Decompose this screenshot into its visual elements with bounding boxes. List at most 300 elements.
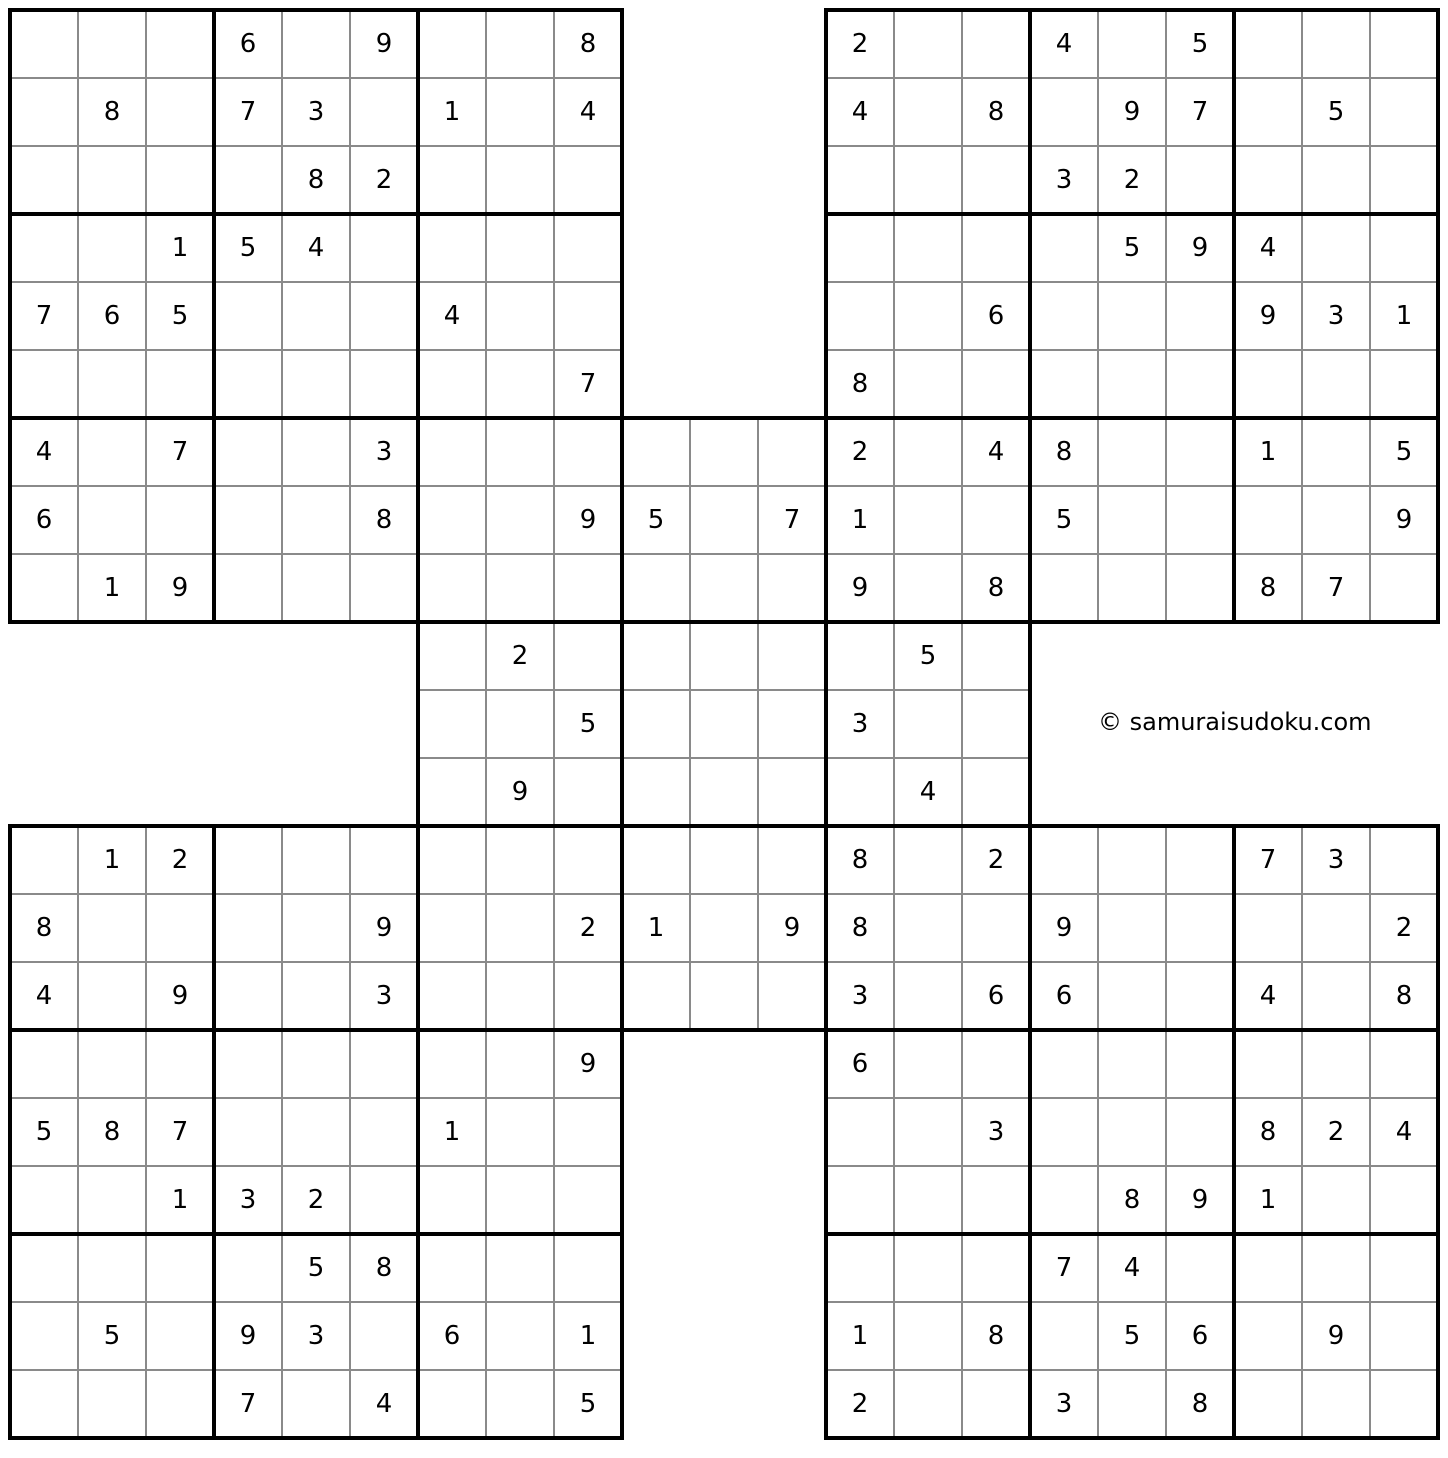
empty-cell[interactable] <box>894 894 962 962</box>
given-cell[interactable]: 8 <box>307 165 325 195</box>
empty-cell[interactable] <box>214 350 282 418</box>
empty-cell[interactable] <box>1098 1098 1166 1166</box>
empty-cell[interactable] <box>418 894 486 962</box>
empty-cell[interactable] <box>1098 418 1166 486</box>
empty-cell[interactable] <box>214 826 282 894</box>
given-cell[interactable]: 7 <box>239 1389 257 1419</box>
given-cell[interactable]: 7 <box>1259 845 1277 875</box>
given-cell[interactable]: 5 <box>579 709 597 739</box>
given-cell[interactable]: 3 <box>1055 165 1073 195</box>
empty-cell[interactable] <box>418 690 486 758</box>
empty-cell[interactable] <box>894 10 962 78</box>
given-cell[interactable]: 5 <box>1327 97 1345 127</box>
given-cell[interactable]: 5 <box>307 1253 325 1283</box>
given-cell[interactable]: 4 <box>1395 1117 1413 1147</box>
empty-cell[interactable] <box>1166 418 1234 486</box>
empty-cell[interactable] <box>1030 1098 1098 1166</box>
given-cell[interactable]: 9 <box>783 913 801 943</box>
given-cell[interactable]: 1 <box>103 573 121 603</box>
given-cell[interactable]: 3 <box>987 1117 1005 1147</box>
empty-cell[interactable] <box>962 1234 1030 1302</box>
empty-cell[interactable] <box>1166 962 1234 1030</box>
given-cell[interactable]: 4 <box>35 981 53 1011</box>
empty-cell[interactable] <box>894 486 962 554</box>
empty-cell[interactable] <box>554 758 622 826</box>
empty-cell[interactable] <box>1166 1098 1234 1166</box>
empty-cell[interactable] <box>1302 214 1370 282</box>
empty-cell[interactable] <box>350 1030 418 1098</box>
given-cell[interactable]: 3 <box>1055 1389 1073 1419</box>
given-cell[interactable]: 4 <box>1259 233 1277 263</box>
given-cell[interactable]: 7 <box>1055 1253 1073 1283</box>
empty-cell[interactable] <box>10 78 78 146</box>
empty-cell[interactable] <box>418 10 486 78</box>
given-cell[interactable]: 3 <box>1327 301 1345 331</box>
given-cell[interactable]: 2 <box>579 913 597 943</box>
given-cell[interactable]: 9 <box>579 505 597 535</box>
given-cell[interactable]: 9 <box>1327 1321 1345 1351</box>
empty-cell[interactable] <box>1234 1234 1302 1302</box>
empty-cell[interactable] <box>962 1166 1030 1234</box>
empty-cell[interactable] <box>826 1234 894 1302</box>
given-cell[interactable]: 7 <box>579 369 597 399</box>
given-cell[interactable]: 8 <box>375 1253 393 1283</box>
given-cell[interactable]: 8 <box>1123 1185 1141 1215</box>
empty-cell[interactable] <box>78 1370 146 1438</box>
empty-cell[interactable] <box>418 418 486 486</box>
given-cell[interactable]: 8 <box>1395 981 1413 1011</box>
given-cell[interactable]: 9 <box>1395 505 1413 535</box>
empty-cell[interactable] <box>350 350 418 418</box>
empty-cell[interactable] <box>758 826 826 894</box>
empty-cell[interactable] <box>1098 10 1166 78</box>
empty-cell[interactable] <box>1370 10 1438 78</box>
given-cell[interactable]: 4 <box>851 97 869 127</box>
empty-cell[interactable] <box>962 214 1030 282</box>
empty-cell[interactable] <box>1098 962 1166 1030</box>
empty-cell[interactable] <box>962 758 1030 826</box>
empty-cell[interactable] <box>1234 1302 1302 1370</box>
copyright-text[interactable]: © samuraisudoku.com <box>1098 708 1372 736</box>
empty-cell[interactable] <box>554 282 622 350</box>
empty-cell[interactable] <box>214 962 282 1030</box>
empty-cell[interactable] <box>486 418 554 486</box>
empty-cell[interactable] <box>1302 418 1370 486</box>
given-cell[interactable]: 5 <box>647 505 665 535</box>
empty-cell[interactable] <box>554 962 622 1030</box>
empty-cell[interactable] <box>1302 962 1370 1030</box>
given-cell[interactable]: 9 <box>375 29 393 59</box>
empty-cell[interactable] <box>282 1098 350 1166</box>
empty-cell[interactable] <box>962 146 1030 214</box>
given-cell[interactable]: 9 <box>375 913 393 943</box>
empty-cell[interactable] <box>1370 826 1438 894</box>
empty-cell[interactable] <box>894 282 962 350</box>
empty-cell[interactable] <box>826 622 894 690</box>
given-cell[interactable]: 1 <box>579 1321 597 1351</box>
given-cell[interactable]: 9 <box>1259 301 1277 331</box>
given-cell[interactable]: 2 <box>307 1185 325 1215</box>
given-cell[interactable]: 8 <box>987 1321 1005 1351</box>
given-cell[interactable]: 1 <box>1259 437 1277 467</box>
given-cell[interactable]: 1 <box>1395 301 1413 331</box>
empty-cell[interactable] <box>1166 1234 1234 1302</box>
empty-cell[interactable] <box>1370 554 1438 622</box>
given-cell[interactable]: 5 <box>1123 233 1141 263</box>
empty-cell[interactable] <box>1234 894 1302 962</box>
empty-cell[interactable] <box>962 622 1030 690</box>
empty-cell[interactable] <box>826 146 894 214</box>
empty-cell[interactable] <box>282 282 350 350</box>
empty-cell[interactable] <box>1030 350 1098 418</box>
empty-cell[interactable] <box>418 214 486 282</box>
given-cell[interactable]: 6 <box>987 301 1005 331</box>
given-cell[interactable]: 8 <box>375 505 393 535</box>
given-cell[interactable]: 2 <box>851 437 869 467</box>
empty-cell[interactable] <box>826 1166 894 1234</box>
empty-cell[interactable] <box>486 78 554 146</box>
empty-cell[interactable] <box>690 622 758 690</box>
empty-cell[interactable] <box>146 894 214 962</box>
empty-cell[interactable] <box>486 350 554 418</box>
empty-cell[interactable] <box>554 554 622 622</box>
given-cell[interactable]: 1 <box>103 845 121 875</box>
given-cell[interactable]: 4 <box>987 437 1005 467</box>
given-cell[interactable]: 1 <box>851 505 869 535</box>
given-cell[interactable]: 5 <box>35 1117 53 1147</box>
empty-cell[interactable] <box>758 554 826 622</box>
given-cell[interactable]: 5 <box>103 1321 121 1351</box>
empty-cell[interactable] <box>962 1370 1030 1438</box>
empty-cell[interactable] <box>418 826 486 894</box>
empty-cell[interactable] <box>826 214 894 282</box>
empty-cell[interactable] <box>1370 1234 1438 1302</box>
empty-cell[interactable] <box>78 962 146 1030</box>
empty-cell[interactable] <box>1234 146 1302 214</box>
empty-cell[interactable] <box>282 350 350 418</box>
given-cell[interactable]: 4 <box>35 437 53 467</box>
empty-cell[interactable] <box>1030 1302 1098 1370</box>
empty-cell[interactable] <box>10 350 78 418</box>
given-cell[interactable]: 1 <box>443 97 461 127</box>
given-cell[interactable]: 4 <box>307 233 325 263</box>
empty-cell[interactable] <box>826 282 894 350</box>
empty-cell[interactable] <box>1166 486 1234 554</box>
given-cell[interactable]: 8 <box>1191 1389 1209 1419</box>
empty-cell[interactable] <box>690 894 758 962</box>
empty-cell[interactable] <box>418 146 486 214</box>
empty-cell[interactable] <box>486 1166 554 1234</box>
empty-cell[interactable] <box>690 826 758 894</box>
empty-cell[interactable] <box>1302 350 1370 418</box>
empty-cell[interactable] <box>146 1234 214 1302</box>
empty-cell[interactable] <box>486 690 554 758</box>
empty-cell[interactable] <box>894 1030 962 1098</box>
empty-cell[interactable] <box>1166 282 1234 350</box>
empty-cell[interactable] <box>214 1234 282 1302</box>
empty-cell[interactable] <box>350 78 418 146</box>
empty-cell[interactable] <box>962 894 1030 962</box>
empty-cell[interactable] <box>690 418 758 486</box>
empty-cell[interactable] <box>758 418 826 486</box>
empty-cell[interactable] <box>78 418 146 486</box>
empty-cell[interactable] <box>894 146 962 214</box>
given-cell[interactable]: 8 <box>103 97 121 127</box>
empty-cell[interactable] <box>486 1302 554 1370</box>
empty-cell[interactable] <box>894 690 962 758</box>
empty-cell[interactable] <box>1030 1166 1098 1234</box>
empty-cell[interactable] <box>1234 350 1302 418</box>
empty-cell[interactable] <box>486 1234 554 1302</box>
empty-cell[interactable] <box>1302 1030 1370 1098</box>
empty-cell[interactable] <box>894 418 962 486</box>
empty-cell[interactable] <box>10 146 78 214</box>
given-cell[interactable]: 3 <box>307 97 325 127</box>
given-cell[interactable]: 9 <box>171 573 189 603</box>
given-cell[interactable]: 6 <box>103 301 121 331</box>
empty-cell[interactable] <box>894 214 962 282</box>
empty-cell[interactable] <box>418 554 486 622</box>
empty-cell[interactable] <box>1370 1030 1438 1098</box>
empty-cell[interactable] <box>1098 1370 1166 1438</box>
empty-cell[interactable] <box>554 622 622 690</box>
given-cell[interactable]: 8 <box>851 369 869 399</box>
given-cell[interactable]: 3 <box>239 1185 257 1215</box>
given-cell[interactable]: 5 <box>171 301 189 331</box>
empty-cell[interactable] <box>10 1370 78 1438</box>
empty-cell[interactable] <box>1234 1030 1302 1098</box>
empty-cell[interactable] <box>554 146 622 214</box>
empty-cell[interactable] <box>622 554 690 622</box>
given-cell[interactable]: 1 <box>1259 1185 1277 1215</box>
empty-cell[interactable] <box>1030 282 1098 350</box>
empty-cell[interactable] <box>1302 486 1370 554</box>
given-cell[interactable]: 5 <box>239 233 257 263</box>
empty-cell[interactable] <box>1370 1166 1438 1234</box>
empty-cell[interactable] <box>350 1302 418 1370</box>
empty-cell[interactable] <box>1370 214 1438 282</box>
given-cell[interactable]: 7 <box>1327 573 1345 603</box>
empty-cell[interactable] <box>1370 146 1438 214</box>
empty-cell[interactable] <box>1098 282 1166 350</box>
empty-cell[interactable] <box>350 826 418 894</box>
empty-cell[interactable] <box>758 758 826 826</box>
empty-cell[interactable] <box>418 622 486 690</box>
given-cell[interactable]: 5 <box>1395 437 1413 467</box>
empty-cell[interactable] <box>486 1030 554 1098</box>
empty-cell[interactable] <box>554 418 622 486</box>
empty-cell[interactable] <box>894 554 962 622</box>
empty-cell[interactable] <box>690 486 758 554</box>
empty-cell[interactable] <box>1098 486 1166 554</box>
empty-cell[interactable] <box>1098 554 1166 622</box>
empty-cell[interactable] <box>350 1098 418 1166</box>
given-cell[interactable]: 7 <box>1191 97 1209 127</box>
empty-cell[interactable] <box>350 282 418 350</box>
empty-cell[interactable] <box>282 894 350 962</box>
empty-cell[interactable] <box>962 690 1030 758</box>
given-cell[interactable]: 8 <box>579 29 597 59</box>
empty-cell[interactable] <box>962 350 1030 418</box>
empty-cell[interactable] <box>962 486 1030 554</box>
empty-cell[interactable] <box>282 1370 350 1438</box>
empty-cell[interactable] <box>622 418 690 486</box>
empty-cell[interactable] <box>214 146 282 214</box>
empty-cell[interactable] <box>486 554 554 622</box>
empty-cell[interactable] <box>78 350 146 418</box>
empty-cell[interactable] <box>350 554 418 622</box>
given-cell[interactable]: 6 <box>987 981 1005 1011</box>
given-cell[interactable]: 8 <box>35 913 53 943</box>
given-cell[interactable]: 5 <box>919 641 937 671</box>
empty-cell[interactable] <box>962 10 1030 78</box>
given-cell[interactable]: 2 <box>375 165 393 195</box>
empty-cell[interactable] <box>282 10 350 78</box>
empty-cell[interactable] <box>146 486 214 554</box>
empty-cell[interactable] <box>554 1234 622 1302</box>
given-cell[interactable]: 2 <box>1327 1117 1345 1147</box>
given-cell[interactable]: 9 <box>1191 1185 1209 1215</box>
given-cell[interactable]: 9 <box>1123 97 1141 127</box>
given-cell[interactable]: 1 <box>443 1117 461 1147</box>
given-cell[interactable]: 4 <box>1123 1253 1141 1283</box>
given-cell[interactable]: 8 <box>851 913 869 943</box>
given-cell[interactable]: 8 <box>1055 437 1073 467</box>
empty-cell[interactable] <box>1030 554 1098 622</box>
empty-cell[interactable] <box>282 962 350 1030</box>
empty-cell[interactable] <box>486 962 554 1030</box>
empty-cell[interactable] <box>1098 826 1166 894</box>
given-cell[interactable]: 3 <box>851 981 869 1011</box>
empty-cell[interactable] <box>10 1030 78 1098</box>
empty-cell[interactable] <box>214 486 282 554</box>
empty-cell[interactable] <box>1166 554 1234 622</box>
empty-cell[interactable] <box>10 214 78 282</box>
empty-cell[interactable] <box>10 10 78 78</box>
empty-cell[interactable] <box>486 282 554 350</box>
empty-cell[interactable] <box>418 1234 486 1302</box>
given-cell[interactable]: 2 <box>1395 913 1413 943</box>
empty-cell[interactable] <box>1370 1370 1438 1438</box>
given-cell[interactable]: 8 <box>851 845 869 875</box>
empty-cell[interactable] <box>894 350 962 418</box>
empty-cell[interactable] <box>282 486 350 554</box>
given-cell[interactable]: 8 <box>103 1117 121 1147</box>
given-cell[interactable]: 6 <box>851 1049 869 1079</box>
empty-cell[interactable] <box>1098 894 1166 962</box>
empty-cell[interactable] <box>1302 146 1370 214</box>
empty-cell[interactable] <box>826 758 894 826</box>
empty-cell[interactable] <box>1234 1370 1302 1438</box>
empty-cell[interactable] <box>282 826 350 894</box>
empty-cell[interactable] <box>554 214 622 282</box>
empty-cell[interactable] <box>894 1234 962 1302</box>
empty-cell[interactable] <box>214 418 282 486</box>
given-cell[interactable]: 6 <box>1191 1321 1209 1351</box>
given-cell[interactable]: 6 <box>1055 981 1073 1011</box>
empty-cell[interactable] <box>10 1302 78 1370</box>
given-cell[interactable]: 7 <box>783 505 801 535</box>
empty-cell[interactable] <box>214 554 282 622</box>
empty-cell[interactable] <box>10 826 78 894</box>
empty-cell[interactable] <box>214 894 282 962</box>
given-cell[interactable]: 3 <box>375 437 393 467</box>
empty-cell[interactable] <box>1370 1302 1438 1370</box>
empty-cell[interactable] <box>1370 78 1438 146</box>
empty-cell[interactable] <box>1166 1030 1234 1098</box>
empty-cell[interactable] <box>282 1030 350 1098</box>
empty-cell[interactable] <box>214 1098 282 1166</box>
empty-cell[interactable] <box>486 1370 554 1438</box>
given-cell[interactable]: 4 <box>1259 981 1277 1011</box>
empty-cell[interactable] <box>1302 1166 1370 1234</box>
given-cell[interactable]: 4 <box>443 301 461 331</box>
given-cell[interactable]: 9 <box>171 981 189 1011</box>
empty-cell[interactable] <box>350 214 418 282</box>
empty-cell[interactable] <box>78 1030 146 1098</box>
given-cell[interactable]: 5 <box>579 1389 597 1419</box>
empty-cell[interactable] <box>826 1098 894 1166</box>
empty-cell[interactable] <box>894 1370 962 1438</box>
given-cell[interactable]: 1 <box>647 913 665 943</box>
empty-cell[interactable] <box>894 962 962 1030</box>
empty-cell[interactable] <box>10 1234 78 1302</box>
given-cell[interactable]: 4 <box>375 1389 393 1419</box>
empty-cell[interactable] <box>146 1030 214 1098</box>
empty-cell[interactable] <box>1030 214 1098 282</box>
empty-cell[interactable] <box>1030 1030 1098 1098</box>
given-cell[interactable]: 2 <box>171 845 189 875</box>
empty-cell[interactable] <box>486 1098 554 1166</box>
given-cell[interactable]: 7 <box>171 1117 189 1147</box>
empty-cell[interactable] <box>1166 826 1234 894</box>
empty-cell[interactable] <box>690 690 758 758</box>
empty-cell[interactable] <box>418 1370 486 1438</box>
given-cell[interactable]: 8 <box>987 573 1005 603</box>
given-cell[interactable]: 6 <box>35 505 53 535</box>
empty-cell[interactable] <box>1098 350 1166 418</box>
empty-cell[interactable] <box>1370 350 1438 418</box>
empty-cell[interactable] <box>622 962 690 1030</box>
empty-cell[interactable] <box>78 894 146 962</box>
empty-cell[interactable] <box>622 826 690 894</box>
given-cell[interactable]: 3 <box>307 1321 325 1351</box>
given-cell[interactable]: 1 <box>851 1321 869 1351</box>
empty-cell[interactable] <box>418 962 486 1030</box>
empty-cell[interactable] <box>146 350 214 418</box>
empty-cell[interactable] <box>1030 826 1098 894</box>
given-cell[interactable]: 2 <box>851 1389 869 1419</box>
empty-cell[interactable] <box>1166 146 1234 214</box>
empty-cell[interactable] <box>146 10 214 78</box>
empty-cell[interactable] <box>418 1030 486 1098</box>
empty-cell[interactable] <box>146 146 214 214</box>
given-cell[interactable]: 9 <box>239 1321 257 1351</box>
empty-cell[interactable] <box>690 962 758 1030</box>
given-cell[interactable]: 9 <box>579 1049 597 1079</box>
given-cell[interactable]: 8 <box>987 97 1005 127</box>
empty-cell[interactable] <box>1166 350 1234 418</box>
given-cell[interactable]: 1 <box>171 1185 189 1215</box>
empty-cell[interactable] <box>486 894 554 962</box>
empty-cell[interactable] <box>758 622 826 690</box>
empty-cell[interactable] <box>554 1098 622 1166</box>
given-cell[interactable]: 5 <box>1123 1321 1141 1351</box>
empty-cell[interactable] <box>894 78 962 146</box>
given-cell[interactable]: 3 <box>375 981 393 1011</box>
given-cell[interactable]: 8 <box>1259 573 1277 603</box>
empty-cell[interactable] <box>78 146 146 214</box>
